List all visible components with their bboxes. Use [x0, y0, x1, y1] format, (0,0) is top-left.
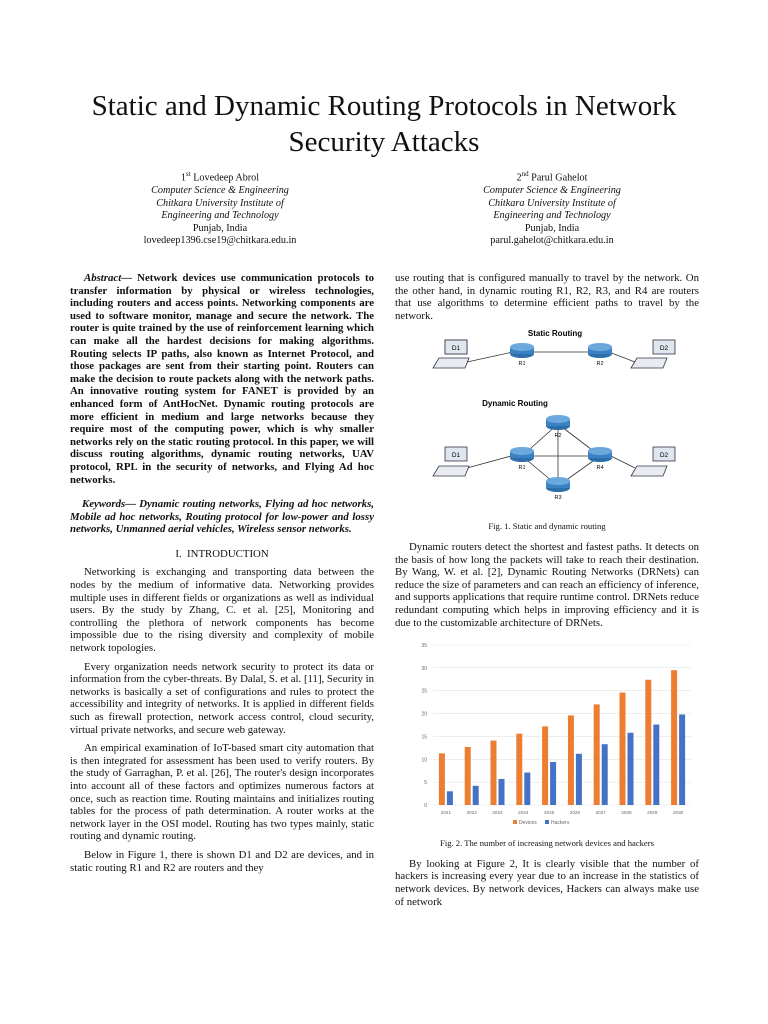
bar-hackers — [576, 754, 582, 805]
paper-title — [40, 88, 728, 160]
router-label-r2: R2 — [554, 433, 562, 440]
y-tick-label: 5 — [424, 780, 427, 787]
dynamic-routing-title: Dynamic Routing — [482, 399, 548, 409]
author-inst: Engineering and Technology — [493, 210, 611, 222]
section-heading: I. INTRODUCTION — [175, 547, 269, 560]
author-location: Punjab, India — [524, 222, 580, 234]
y-tick-label: 25 — [421, 688, 427, 695]
body-paragraph: An empirical examination of IoT-based smart city automation that is then integrated for assessment has been used to verify routers. By the study of Garraghan, P. et al. [26], The router's design incorporates into account all of these factors and optimizes numerous factors at once, such as reaction time. Routing maintains and initializes routing tables for the process of path determination. A router works at the network layer in the OSI model. Routing has two types mainly, static routing and dynamic routing. — [70, 742, 374, 843]
title-line-1: Static and Dynamic Routing Protocols in Network — [91, 90, 677, 122]
figure-1-caption: Fig. 1. Static and dynamic routing — [488, 521, 606, 532]
bar-devices — [594, 705, 600, 806]
bar-chart — [395, 635, 699, 835]
y-tick-label: 0 — [424, 803, 427, 810]
body-paragraph: use routing that is configured manually to travel by the network. On the other hand, in dynamic routing R1, R2, R3, and R4 are routers that use algorithms to determine efficient paths to travel by the network. — [395, 272, 699, 322]
author-block-2 — [422, 168, 682, 248]
device-label-d1: D1 — [451, 452, 461, 460]
author-name: 1st Lovedeep Abrol — [180, 170, 260, 184]
bar-devices — [620, 693, 626, 805]
author-email: lovedeep1396.cse19@chitkara.edu.in — [143, 235, 297, 247]
router-label-r1: R1 — [518, 361, 526, 368]
bar-hackers — [524, 773, 530, 805]
author-inst: Chitkara University Institute of — [488, 197, 616, 209]
author-block-1 — [90, 168, 350, 248]
router-icon — [510, 343, 534, 358]
x-tick-label: 2029 — [647, 810, 658, 816]
legend-swatch — [545, 820, 549, 824]
bar-devices — [516, 734, 522, 805]
bar-devices — [465, 747, 471, 805]
author-name: 2nd Parul Gahelot — [516, 170, 588, 184]
x-tick-label: 2021 — [440, 810, 452, 816]
bar-hackers — [628, 733, 634, 805]
bar-devices — [542, 726, 548, 805]
routing-diagram — [395, 328, 699, 518]
title-line-2: Security Attacks — [288, 126, 480, 158]
keywords: Keywords— Dynamic routing networks, Flying ad hoc networks, Mobile ad hoc networks, Routing protocol for low-power and lossy networks, Unmanned aerial vehicles, Wireless sensor networks. — [70, 498, 374, 536]
bar-devices — [439, 753, 445, 805]
link-line — [467, 456, 511, 468]
bar-hackers — [653, 725, 659, 805]
x-tick-label: 2022 — [466, 810, 477, 816]
bar-devices — [671, 670, 677, 805]
bar-hackers — [602, 744, 608, 805]
router-label-r1: R1 — [518, 465, 526, 472]
figure-2-caption: Fig. 2. The number of increasing network devices and hackers — [440, 838, 654, 849]
body-paragraph: Dynamic routers detect the shortest and fastest paths. It detects on the basis of how long the packets will take to reach their destination. By Wang, W. et al. [2], Dynamic Routing Networks (DRNets) can reduce the size of parameters and can reach an efficiency of inference, and supports applications that require runtime control. DRNets reduce redundant computing which helps in improving efficiency and it is due to the customizable architecture of DRNets. — [395, 540, 699, 629]
router-icon — [510, 447, 534, 462]
y-tick-label: 15 — [421, 734, 427, 741]
legend-label: Hackers — [551, 820, 570, 827]
bar-devices — [645, 680, 651, 805]
router-icon — [588, 343, 612, 358]
author-inst: Engineering and Technology — [161, 210, 279, 222]
router-icon — [546, 477, 570, 492]
link-line — [611, 456, 635, 468]
bar-hackers — [473, 786, 479, 805]
bar-hackers — [679, 715, 685, 806]
body-paragraph: Every organization needs network security to protect its data or information from the cyber-threats. By Dalal, S. et al. [11], Security in networks is basically a set of configurations and rules to protect the accessibility and integrity of networks. It is applied in different fields such as firewall protection, network access control, cloud security, virtual private networks, and secure web gateway. — [70, 660, 375, 736]
body-paragraph: Below in Figure 1, there is shown D1 and D2 are devices, and in static routing R1 and R2 are routers and they — [70, 848, 374, 874]
device-label-d2: D2 — [659, 345, 669, 353]
bar-devices — [568, 716, 574, 806]
x-tick-label: 2023 — [492, 810, 503, 816]
static-routing-title: Static Routing — [527, 329, 583, 339]
y-tick-label: 10 — [421, 757, 427, 764]
device-label-d1: D1 — [451, 345, 461, 353]
legend-swatch — [513, 820, 517, 824]
laptop-icon — [631, 466, 667, 476]
router-label-r3: R3 — [554, 495, 562, 502]
left-column — [70, 272, 374, 880]
link-line — [467, 352, 513, 362]
author-dept: Computer Science & Engineering — [151, 184, 289, 196]
link-line — [609, 352, 635, 362]
body-paragraph: By looking at Figure 2, It is clearly visible that the number of hackers is increasing every year due to an increase in the statistics of network devices. By network devices, Hackers can always make use of network — [395, 857, 699, 908]
abstract: Abstract— Network devices use communication protocols to transfer information by physical or wireless technologies, including routers and access points. Networking components are used to software monitor, manage and secure the network. The router is quite trained by the use of reinforcement learning which can make all the hardest decisions for making algorithms. Routing selects IP paths, also known as Internet Protocol, and those packages are sent from their starting point. Routers can make the decision to route packets along with the network paths. An innovative routing system for FANET is provided by an enhanced form of AntHocNet. Dynamic routing protocols are more efficient in medium and large networks because they require most of the computing power, which is why smaller networks rely on the static routing protocol. In this paper, we will discuss routing algorithms, dynamic routing networks, UAV protocol, RPL in the security of networks, and Flying Ad hoc networks. — [70, 272, 374, 486]
bar-hackers — [550, 762, 556, 805]
author-location: Punjab, India — [192, 222, 248, 234]
laptop-icon — [631, 358, 667, 368]
bar-hackers — [447, 791, 453, 805]
y-tick-label: 35 — [421, 643, 427, 650]
router-icon — [546, 415, 570, 430]
x-tick-label: 2026 — [569, 810, 581, 816]
x-tick-label: 2025 — [543, 810, 555, 816]
figure-1 — [395, 328, 699, 518]
author-email: parul.gahelot@chitkara.edu.in — [490, 235, 614, 247]
x-tick-label: 2030 — [672, 810, 684, 816]
x-tick-label: 2024 — [518, 810, 529, 816]
author-dept: Computer Science & Engineering — [483, 184, 621, 196]
bar-hackers — [499, 779, 505, 805]
author-inst: Chitkara University Institute of — [156, 197, 284, 209]
y-tick-label: 30 — [421, 665, 427, 672]
device-label-d2: D2 — [659, 452, 669, 460]
figure-2 — [395, 635, 699, 835]
x-tick-label: 2027 — [595, 810, 606, 816]
y-tick-label: 20 — [421, 711, 427, 718]
x-tick-label: 2028 — [621, 810, 632, 816]
router-label-r4: R4 — [596, 465, 604, 472]
router-icon — [588, 447, 612, 462]
right-column — [395, 272, 699, 914]
bar-devices — [491, 741, 497, 805]
router-label-r2: R2 — [596, 361, 604, 368]
laptop-icon — [433, 466, 469, 476]
legend-label: Devices — [519, 820, 537, 827]
body-paragraph: Networking is exchanging and transporting data between the nodes by the medium of informative data. Networking provides multiple uses in different fields or organizations as well as individual users. By the study by Zhang, C. et al. [25], Monitoring and controlling the plethora of network components has become impossible due to the rising diversity and complexity of mobile network topologies. — [70, 566, 374, 655]
